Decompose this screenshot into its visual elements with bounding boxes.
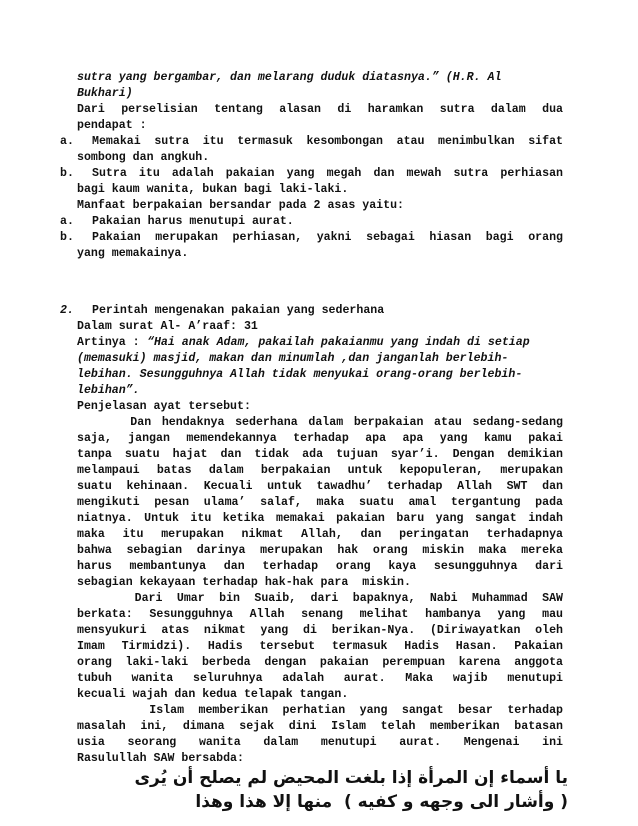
paragraph-line: tubuh wanita seluruhnya adalah aurat. Maka wajib menutupi <box>77 672 563 685</box>
paragraph-line: sebagian kekayaan terhadap hak-hak para miskin. <box>77 576 411 589</box>
list-item-text: Pakaian merupakan perhiasan, yakni sebagai hiasan bagi orang <box>92 231 563 244</box>
paragraph-line: Dan hendaknya sederhana dalam berpakaian atau sedang-sedang <box>77 416 563 429</box>
penjelasan-heading: Penjelasan ayat tersebut: <box>77 400 251 413</box>
list-marker: b. <box>60 231 74 244</box>
list-marker: b. <box>60 167 74 180</box>
translation-line: “Hai anak Adam, pakailah pakaianmu yang indah di setiap <box>147 336 530 349</box>
list-marker: a. <box>60 215 74 228</box>
section-heading: Perintah mengenakan pakaian yang sederhana <box>92 304 385 317</box>
artinya-label: Artinya : <box>77 336 140 349</box>
arabic-hadith-line: ( وأشار الى وجهه و كفيه ) منها إلا هذا وهذا <box>195 792 568 812</box>
paragraph-line: saja, jangan memendekannya terhadap apa apa yang kamu pakai <box>77 432 563 445</box>
arabic-hadith-line: يا أسماء إن المرأة إذا بلغت المحيض لم يصلح أن يُرى <box>134 768 568 788</box>
list-marker: a. <box>60 135 74 148</box>
hadith-source: Bukhari) <box>77 87 133 100</box>
list-item-text: bagi kaum wanita, bukan bagi laki-laki. <box>77 183 349 196</box>
paragraph-line: bahwa sebagian darinya merupakan hak orang miskin maka mereka <box>77 544 563 557</box>
intro-line: Dari perselisian tentang alasan di haramkan sutra dalam dua <box>77 103 563 116</box>
paragraph-line: orang laki-laki berbeda dengan pakaian perempuan karena anggota <box>77 656 563 669</box>
paragraph-line: Dari Umar bin Suaib, dari bapaknya, Nabi Muhammad SAW <box>77 592 563 605</box>
paragraph-line: niatnya. Untuk itu ketika memakai pakaian baru yang sangat indah <box>77 512 563 525</box>
paragraph-line: masalah ini, dimana sejak dini Islam telah memberikan batasan <box>77 720 563 733</box>
list-item-text: Sutra itu adalah pakaian yang megah dan mewah sutra perhiasan <box>92 167 563 180</box>
paragraph-line: suatu kehinaan. Kecuali untuk tawadhu’ terhadap Allah SWT dan <box>77 480 563 493</box>
list-item-text: yang memakainya. <box>77 247 189 260</box>
paragraph-line: usia seorang wanita dalam menutupi aurat. Mengenai ini <box>77 736 563 749</box>
surah-reference: Dalam surat Al- A’raaf: 31 <box>77 320 258 333</box>
paragraph-line: tanpa suatu hajat dan tidak ada tujuan syar’i. Dengan demikian <box>77 448 563 461</box>
paragraph-line: melampaui batas dalam berpakaian untuk kepopuleran, merupakan <box>77 464 563 477</box>
paragraph-line: maka itu merupakan nikmat Allah, dan peringatan terhadapnya <box>77 528 563 541</box>
translation-line: lebihan”. <box>77 384 140 397</box>
paragraph-line: Islam memberikan perhatian yang sangat besar terhadap <box>77 704 563 717</box>
list-item-text: Pakaian harus menutupi aurat. <box>92 215 294 228</box>
section-number: 2. <box>60 304 74 317</box>
paragraph-line: Imam Tirmidzi). Hadis tersebut termasuk Hadis Hasan. Pakaian <box>77 640 563 653</box>
paragraph-line: harus membantunya dan terhadap orang kaya sesungguhnya dari <box>77 560 563 573</box>
paragraph-line: berkata: Sesungguhnya Allah senang melihat hambanya yang mau <box>77 608 563 621</box>
paragraph-line: Rasulullah SAW bersabda: <box>77 752 244 765</box>
list-item-text: Memakai sutra itu termasuk kesombongan atau menimbulkan sifat <box>92 135 563 148</box>
hadith-end-line: sutra yang bergambar, dan melarang duduk diatasnya.” (H.R. Al <box>77 71 502 84</box>
paragraph-line: mensyukuri atas nikmat yang di berikan-Nya. (Diriwayatkan oleh <box>77 624 563 637</box>
translation-line: (memasuki) masjid, makan dan minumlah ,dan janganlah berlebih- <box>77 352 509 365</box>
intro-line: pendapat : <box>77 119 147 132</box>
list-item-text: sombong dan angkuh. <box>77 151 210 164</box>
translation-line: lebihan. Sesungguhnya Allah tidak menyukai orang-orang berlebih- <box>77 368 523 381</box>
paragraph-line: mengikuti pesan ulama’ salaf, maka suatu amal tergantung pada <box>77 496 563 509</box>
paragraph-line: Manfaat berpakaian bersandar pada 2 asas yaitu: <box>77 199 404 212</box>
paragraph-line: kecuali wajah dan kedua telapak tangan. <box>77 688 349 701</box>
